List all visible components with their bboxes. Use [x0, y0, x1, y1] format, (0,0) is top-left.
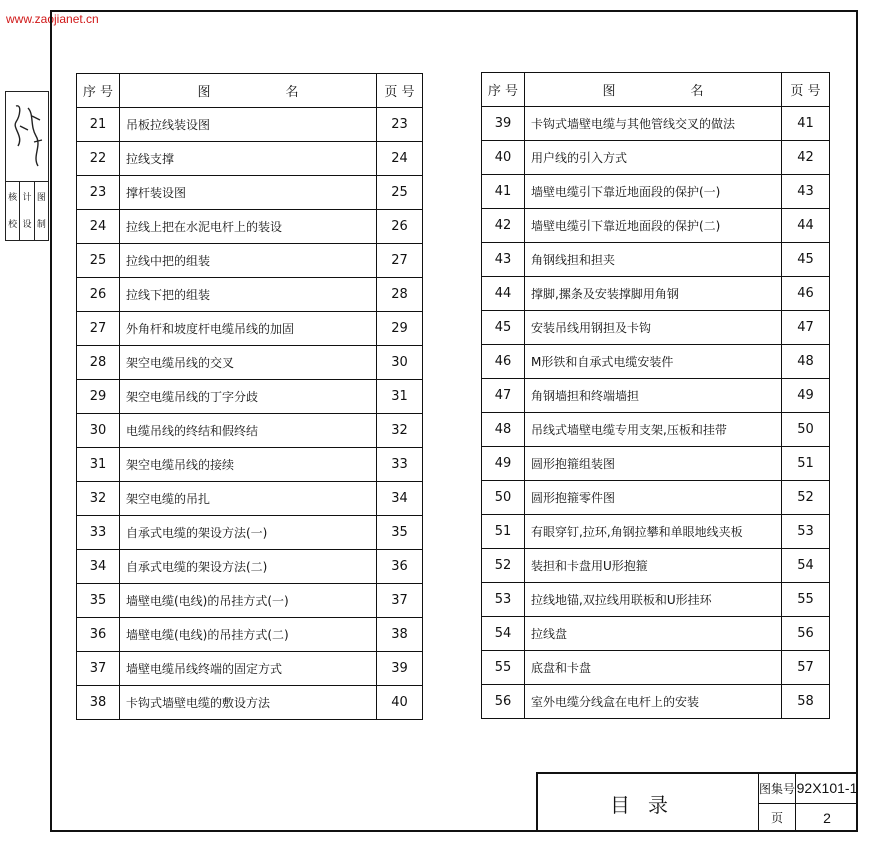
page-value: 2 [823, 809, 831, 826]
table-row [482, 447, 830, 481]
entry-page: 25 [377, 176, 423, 210]
entry-number: 21 [77, 108, 120, 142]
entry-page: 26 [377, 210, 423, 244]
table-row [77, 686, 423, 720]
entry-page: 36 [377, 550, 423, 584]
entry-page: 33 [377, 448, 423, 482]
entry-title: 架空电缆吊线的丁字分歧 [120, 380, 377, 414]
entry-number: 25 [77, 244, 120, 278]
entry-number: 56 [482, 685, 525, 719]
entry-title: 拉线地锚,双拉线用联板和U形挂环 [525, 583, 782, 617]
table-row [482, 481, 830, 515]
entry-title: 拉线支撑 [120, 142, 377, 176]
header-name: 图 名 [120, 74, 377, 108]
table-row [482, 345, 830, 379]
entry-page: 45 [782, 243, 830, 277]
header-page: 页 号 [377, 74, 423, 108]
table-row [482, 379, 830, 413]
entry-title: 撑脚,摞条及安装撑脚用角钢 [525, 277, 782, 311]
entry-title: 架空电缆吊线的接续 [120, 448, 377, 482]
entry-page: 34 [377, 482, 423, 516]
entry-page: 29 [377, 312, 423, 346]
entry-page: 57 [782, 651, 830, 685]
entry-number: 39 [482, 107, 525, 141]
table-row [77, 414, 423, 448]
entry-title: 圆形抱箍组装图 [525, 447, 782, 481]
table-row [482, 107, 830, 141]
entry-number: 51 [482, 515, 525, 549]
page-row [759, 804, 858, 833]
table-row [482, 141, 830, 175]
drawing-title: 目录 [538, 774, 759, 832]
toc-table-right [481, 72, 830, 719]
table-row [77, 516, 423, 550]
entry-page: 56 [782, 617, 830, 651]
header-page: 页 号 [782, 73, 830, 107]
role-label: 校 [8, 219, 18, 230]
entry-number: 48 [482, 413, 525, 447]
role-labels [6, 182, 48, 240]
entry-title: 撑杆装设图 [120, 176, 377, 210]
role-label: 图 [36, 192, 46, 203]
entry-title: 角钢墙担和终端墙担 [525, 379, 782, 413]
entry-number: 44 [482, 277, 525, 311]
table-row [77, 210, 423, 244]
entry-page: 35 [377, 516, 423, 550]
table-row [77, 312, 423, 346]
entry-title: 墙壁电缆引下靠近地面段的保护(二) [525, 209, 782, 243]
entry-page: 38 [377, 618, 423, 652]
entry-number: 33 [77, 516, 120, 550]
entry-page: 54 [782, 549, 830, 583]
entry-number: 54 [482, 617, 525, 651]
entry-number: 43 [482, 243, 525, 277]
entry-page: 39 [377, 652, 423, 686]
entry-number: 41 [482, 175, 525, 209]
table-row [482, 243, 830, 277]
entry-title: 自承式电缆的架设方法(一) [120, 516, 377, 550]
table-row [77, 584, 423, 618]
table-row [77, 176, 423, 210]
entry-title: 墙壁电缆吊线终端的固定方式 [120, 652, 377, 686]
table-row [77, 482, 423, 516]
page-label: 页 [759, 804, 796, 833]
table-row [77, 380, 423, 414]
signature-area [6, 92, 48, 182]
role-label: 制 [36, 219, 46, 230]
table-row [77, 142, 423, 176]
entry-title: 电缆吊线的终结和假终结 [120, 414, 377, 448]
role-column-2 [20, 182, 34, 240]
entry-title: 墙壁电缆(电线)的吊挂方式(二) [120, 618, 377, 652]
entry-title: 吊线式墙壁电缆专用支架,压板和挂带 [525, 413, 782, 447]
entry-title: 卡钩式墙壁电缆的敷设方法 [120, 686, 377, 720]
entry-number: 47 [482, 379, 525, 413]
entry-number: 29 [77, 380, 120, 414]
entry-number: 38 [77, 686, 120, 720]
entry-page: 37 [377, 584, 423, 618]
entry-number: 28 [77, 346, 120, 380]
table-row [77, 618, 423, 652]
table-row [77, 550, 423, 584]
header-name: 图 名 [525, 73, 782, 107]
entry-title: 墙壁电缆(电线)的吊挂方式(一) [120, 584, 377, 618]
table-row [482, 617, 830, 651]
entry-page: 58 [782, 685, 830, 719]
entry-page: 31 [377, 380, 423, 414]
entry-title: 圆形抱箍零件图 [525, 481, 782, 515]
table-row [482, 413, 830, 447]
atlas-number-label: 图集号 [759, 774, 796, 803]
entry-number: 35 [77, 584, 120, 618]
table-row [482, 515, 830, 549]
entry-page: 32 [377, 414, 423, 448]
entry-number: 45 [482, 311, 525, 345]
role-column-1 [6, 182, 20, 240]
table-row [482, 549, 830, 583]
toc-header-row [482, 73, 830, 107]
table-row [482, 209, 830, 243]
entry-page: 40 [377, 686, 423, 720]
entry-page: 48 [782, 345, 830, 379]
entry-title: 装担和卡盘用U形抱箍 [525, 549, 782, 583]
entry-number: 52 [482, 549, 525, 583]
table-row [77, 108, 423, 142]
entry-title: 拉线下把的组装 [120, 278, 377, 312]
entry-title: 有眼穿钉,拉环,角钢拉攀和单眼地线夹板 [525, 515, 782, 549]
entry-title: 自承式电缆的架设方法(二) [120, 550, 377, 584]
entry-number: 36 [77, 618, 120, 652]
entry-number: 24 [77, 210, 120, 244]
entry-page: 50 [782, 413, 830, 447]
entry-title: 拉线盘 [525, 617, 782, 651]
entry-title: 卡钩式墙壁电缆与其他管线交叉的做法 [525, 107, 782, 141]
entry-number: 31 [77, 448, 120, 482]
entry-title: 外角杆和坡度杆电缆吊线的加固 [120, 312, 377, 346]
entry-number: 34 [77, 550, 120, 584]
table-row [77, 346, 423, 380]
entry-title: 用户线的引入方式 [525, 141, 782, 175]
entry-title: M形铁和自承式电缆安装件 [525, 345, 782, 379]
entry-number: 22 [77, 142, 120, 176]
entry-number: 37 [77, 652, 120, 686]
table-row [482, 583, 830, 617]
table-row [77, 448, 423, 482]
entry-page: 24 [377, 142, 423, 176]
entry-page: 53 [782, 515, 830, 549]
table-row [482, 651, 830, 685]
role-label: 计 [22, 192, 32, 203]
entry-page: 28 [377, 278, 423, 312]
table-row [482, 277, 830, 311]
entry-number: 40 [482, 141, 525, 175]
entry-page: 43 [782, 175, 830, 209]
entry-number: 55 [482, 651, 525, 685]
table-row [77, 278, 423, 312]
role-label: 设 [22, 219, 32, 230]
entry-page: 42 [782, 141, 830, 175]
entry-page: 55 [782, 583, 830, 617]
toc-header-row [77, 74, 423, 108]
entry-number: 50 [482, 481, 525, 515]
entry-number: 26 [77, 278, 120, 312]
entry-number: 27 [77, 312, 120, 346]
entry-page: 27 [377, 244, 423, 278]
table-row [77, 244, 423, 278]
entry-page: 23 [377, 108, 423, 142]
entry-title: 底盘和卡盘 [525, 651, 782, 685]
entry-title: 角钢线担和担夹 [525, 243, 782, 277]
atlas-number-row [759, 774, 858, 804]
entry-page: 52 [782, 481, 830, 515]
entry-page: 30 [377, 346, 423, 380]
entry-number: 30 [77, 414, 120, 448]
title-block [536, 772, 858, 832]
watermark-url: www.zaojianet.cn [6, 12, 99, 26]
table-row [482, 311, 830, 345]
entry-title: 架空电缆吊线的交叉 [120, 346, 377, 380]
entry-page: 46 [782, 277, 830, 311]
entry-title: 拉线上把在水泥电杆上的装设 [120, 210, 377, 244]
entry-title: 室外电缆分线盒在电杆上的安装 [525, 685, 782, 719]
role-column-3 [35, 182, 48, 240]
header-num: 序 号 [77, 74, 120, 108]
entry-number: 23 [77, 176, 120, 210]
entry-title: 吊板拉线装设图 [120, 108, 377, 142]
entry-number: 53 [482, 583, 525, 617]
title-block-meta [759, 774, 858, 832]
entry-number: 46 [482, 345, 525, 379]
entry-title: 墙壁电缆引下靠近地面段的保护(一) [525, 175, 782, 209]
approval-strip [5, 91, 49, 241]
table-row [482, 175, 830, 209]
entry-number: 42 [482, 209, 525, 243]
entry-page: 49 [782, 379, 830, 413]
entry-title: 拉线中把的组装 [120, 244, 377, 278]
toc-table-left [76, 73, 423, 720]
entry-page: 41 [782, 107, 830, 141]
header-num: 序 号 [482, 73, 525, 107]
entry-title: 安装吊线用钢担及卡钩 [525, 311, 782, 345]
atlas-number-value: 92X101-1 [796, 780, 858, 797]
entry-number: 49 [482, 447, 525, 481]
entry-number: 32 [77, 482, 120, 516]
role-label: 核 [8, 192, 18, 203]
handwritten-signature-icon [8, 96, 46, 176]
entry-title: 架空电缆的吊扎 [120, 482, 377, 516]
entry-page: 44 [782, 209, 830, 243]
entry-page: 51 [782, 447, 830, 481]
entry-page: 47 [782, 311, 830, 345]
table-row [482, 685, 830, 719]
table-row [77, 652, 423, 686]
